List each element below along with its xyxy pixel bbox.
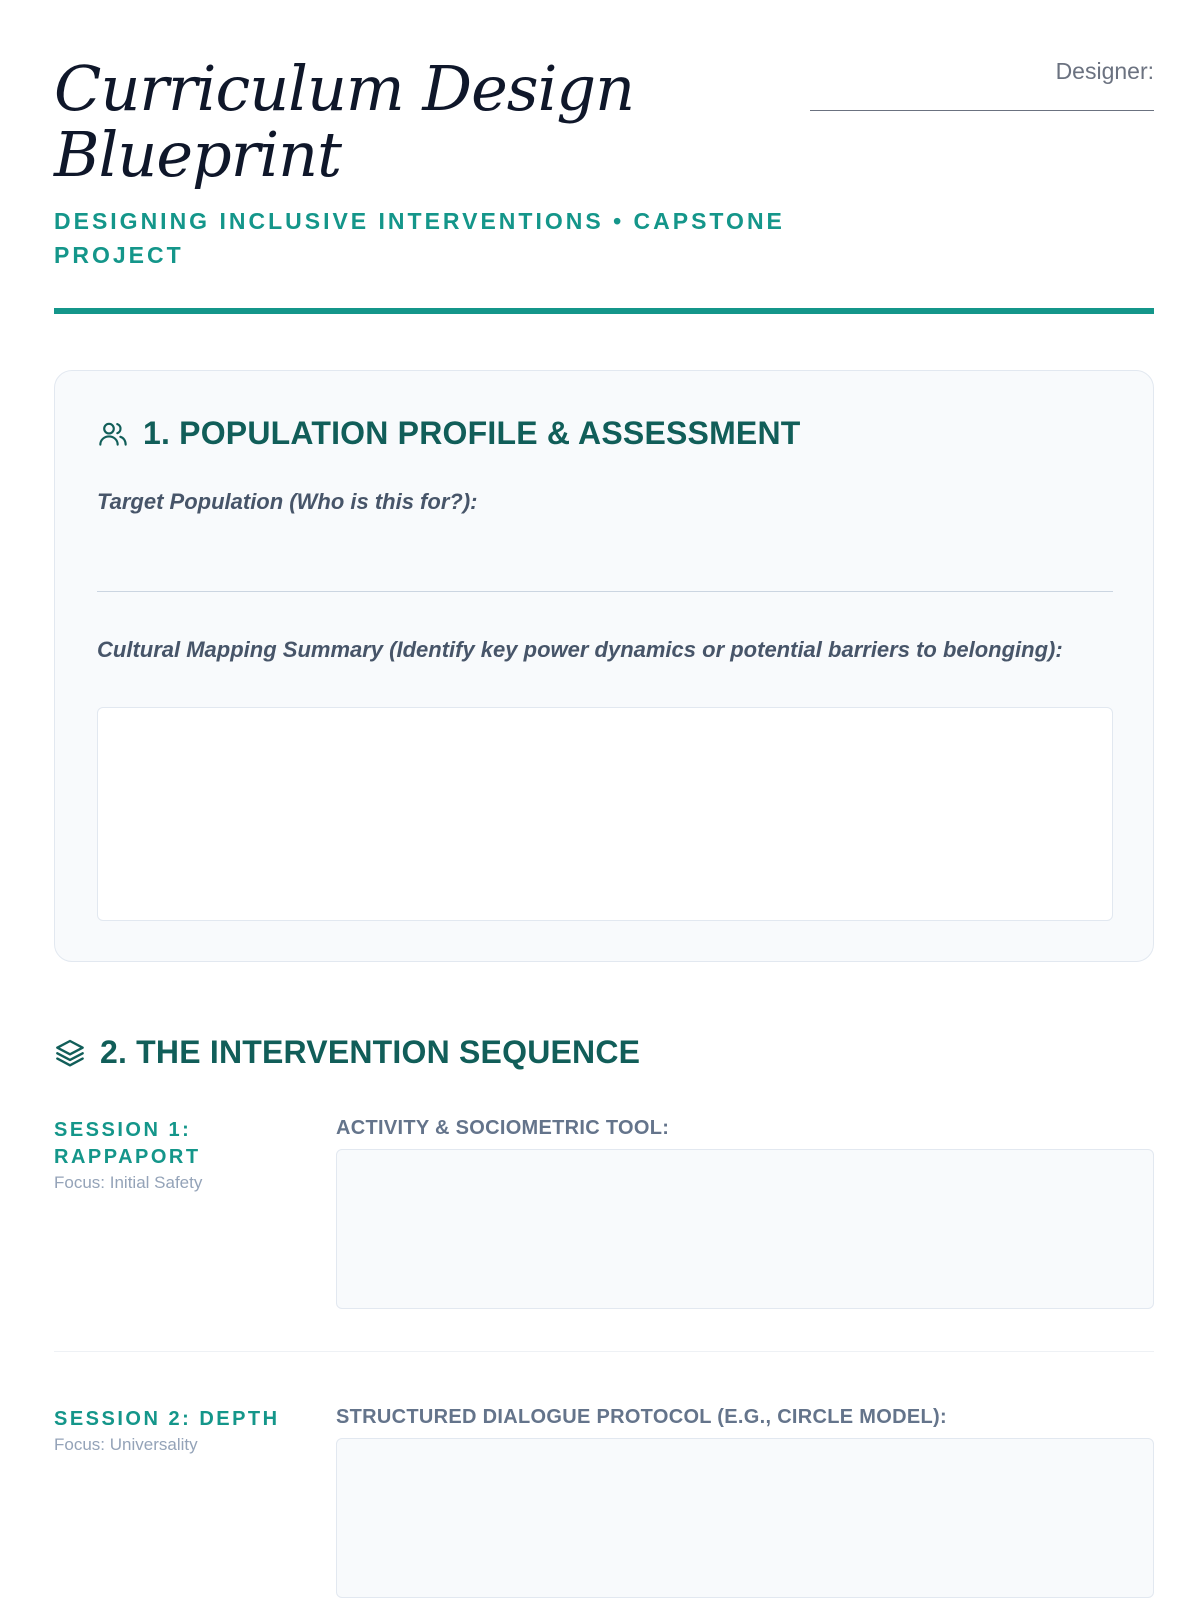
- session-field-label: ACTIVITY & SOCIOMETRIC TOOL:: [336, 1117, 670, 1139]
- section-title: 2. THE INTERVENTION SEQUENCE: [100, 1034, 641, 1070]
- designer-label: Designer:: [1055, 58, 1154, 84]
- session-name: [54, 1117, 294, 1195]
- section-heading: [97, 415, 801, 452]
- session-title: SESSION 1: RAPPAPORT: [54, 1119, 201, 1168]
- page-title: Curriculum Design Blueprint: [54, 52, 635, 191]
- section-heading: [54, 1034, 640, 1071]
- designer-field: [804, 56, 1154, 111]
- session-divider: [54, 1351, 1154, 1352]
- target-population-input[interactable]: [97, 591, 1113, 592]
- designer-input[interactable]: [810, 97, 1154, 111]
- page-subtitle: DESIGNING INCLUSIVE INTERVENTIONS • CAPSTONE PROJECT: [54, 208, 785, 268]
- cultural-mapping-label: Cultural Mapping Summary (Identify key power dynamics or potential barriers to belonging):: [97, 637, 1063, 662]
- session-focus: Focus: Universality: [54, 1435, 198, 1454]
- activity-tool-input[interactable]: [336, 1149, 1154, 1309]
- session-name: [54, 1406, 294, 1457]
- population-profile-card: [54, 370, 1154, 962]
- cultural-mapping-input[interactable]: [97, 707, 1113, 921]
- target-population-label: Target Population (Who is this for?):: [97, 489, 478, 514]
- session-row: [54, 1117, 1154, 1317]
- session-row: [54, 1406, 1154, 1600]
- header-divider: [54, 308, 1154, 314]
- section-title: 1. POPULATION PROFILE & ASSESSMENT: [143, 415, 801, 451]
- users-icon: [97, 418, 129, 450]
- session-title: SESSION 2: DEPTH: [54, 1408, 280, 1430]
- layers-icon: [54, 1037, 86, 1069]
- page-header: [54, 52, 1154, 316]
- session-focus: Focus: Initial Safety: [54, 1173, 203, 1192]
- session-field-label: STRUCTURED DIALOGUE PROTOCOL (E.G., CIRCLE MODEL):: [336, 1406, 947, 1428]
- dialogue-protocol-input[interactable]: [336, 1438, 1154, 1598]
